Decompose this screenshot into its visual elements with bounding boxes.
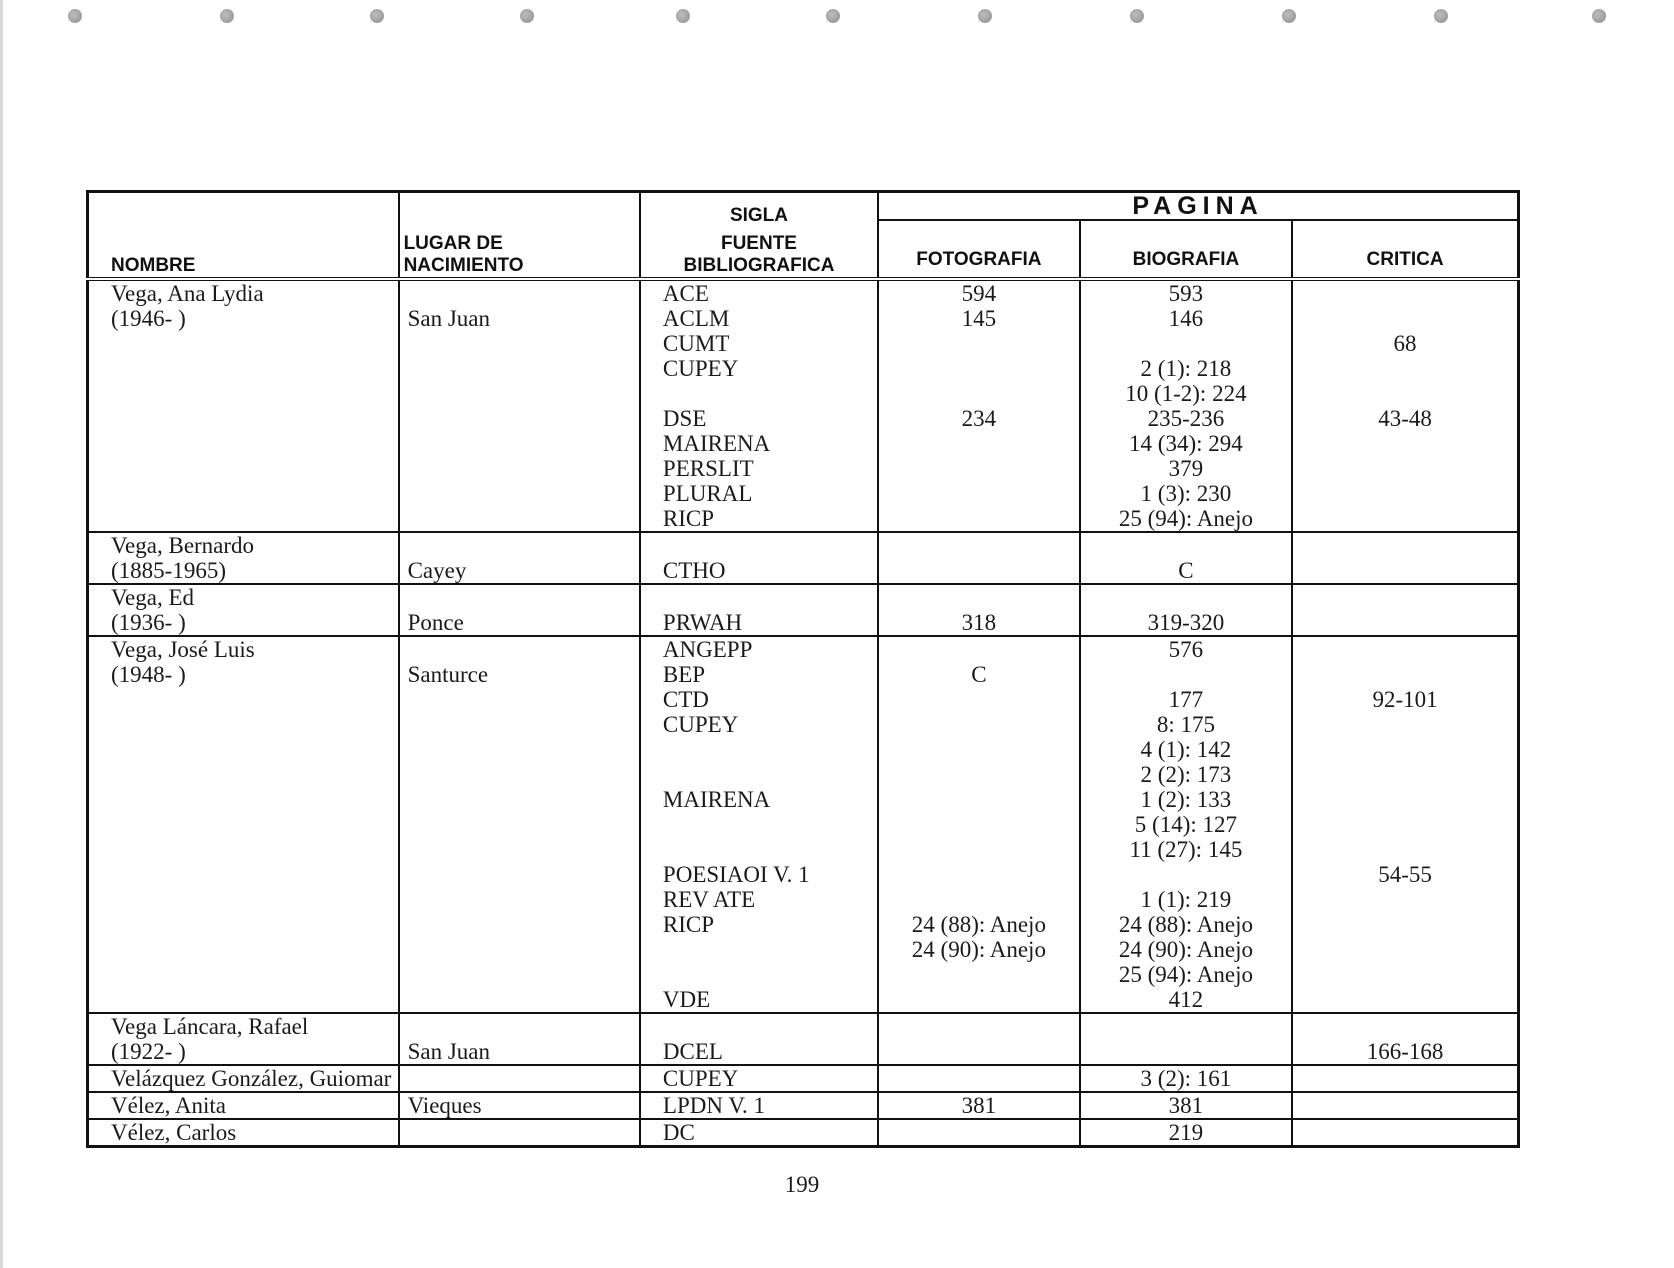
cell-sigla-line: CUMT bbox=[662, 331, 730, 356]
cell-nombre-line bbox=[111, 456, 392, 481]
cell-biografia-line: 4 (1): 142 bbox=[1140, 737, 1232, 762]
cell-biografia-line bbox=[1087, 533, 1285, 558]
cell-lugar bbox=[399, 636, 640, 1013]
cell-fotografia-line bbox=[885, 1039, 1073, 1064]
cell-critica-line bbox=[1299, 481, 1511, 506]
cell-biografia-line: 3 (2): 161 bbox=[1140, 1066, 1232, 1091]
cell-sigla-line: CUPEY bbox=[662, 712, 739, 737]
cell-biografia-line: 24 (88): Anejo bbox=[1118, 912, 1253, 937]
cell-sigla-line: CTHO bbox=[662, 558, 726, 583]
page-edge bbox=[0, 0, 3, 1268]
cell-critica bbox=[1292, 279, 1518, 532]
cell-nombre-line bbox=[111, 381, 392, 406]
cell-sigla-line: VDE bbox=[662, 987, 711, 1012]
cell-nombre-line: Vega, Bernardo bbox=[111, 533, 255, 558]
cell-lugar-line bbox=[408, 281, 633, 306]
cell-fotografia-line bbox=[885, 533, 1073, 558]
header-biografia: BIOGRAFIA bbox=[1080, 220, 1292, 279]
table-row bbox=[88, 1119, 1519, 1147]
cell-critica-line bbox=[1299, 762, 1511, 787]
cell-lugar-line bbox=[408, 1120, 633, 1145]
cell-lugar bbox=[399, 584, 640, 636]
cell-critica-line bbox=[1299, 987, 1511, 1012]
cell-critica-line bbox=[1299, 637, 1511, 662]
cell-sigla-line: CUPEY bbox=[662, 356, 739, 381]
cell-biografia-line: 5 (14): 127 bbox=[1134, 812, 1237, 837]
cell-nombre-line bbox=[111, 687, 392, 712]
cell-sigla-line bbox=[663, 1014, 871, 1039]
cell-nombre-line: Vega, Ed bbox=[111, 585, 195, 610]
cell-biografia-line: 235-236 bbox=[1147, 406, 1225, 431]
cell-sigla-line: POESIAOI V. 1 bbox=[662, 862, 810, 887]
binder-holes bbox=[0, 0, 1674, 40]
cell-sigla-line bbox=[663, 762, 871, 787]
cell-sigla-line: DCEL bbox=[662, 1039, 723, 1064]
cell-fotografia-line bbox=[885, 687, 1073, 712]
cell-nombre-line bbox=[111, 912, 392, 937]
cell-fotografia-line: 318 bbox=[961, 610, 997, 635]
cell-biografia-line bbox=[1087, 585, 1285, 610]
cell-sigla bbox=[640, 1013, 878, 1065]
cell-fotografia-line: C bbox=[971, 662, 987, 687]
cell-nombre-line bbox=[111, 862, 392, 887]
cell-lugar-line: San Juan bbox=[407, 306, 490, 331]
bibliography-table-container bbox=[86, 190, 1520, 1148]
cell-critica-line: 92-101 bbox=[1372, 687, 1438, 712]
header-lugar bbox=[399, 192, 640, 280]
cell-critica-line bbox=[1299, 431, 1511, 456]
cell-fotografia-line bbox=[885, 481, 1073, 506]
table-row bbox=[88, 1013, 1519, 1065]
table-row bbox=[88, 279, 1519, 532]
cell-lugar-line bbox=[408, 962, 633, 987]
cell-critica-line bbox=[1299, 1014, 1511, 1039]
cell-biografia-line: 1 (1): 219 bbox=[1140, 887, 1232, 912]
cell-critica-line bbox=[1299, 787, 1511, 812]
cell-lugar-line bbox=[408, 1066, 633, 1091]
cell-lugar-line bbox=[408, 533, 633, 558]
header-sigla bbox=[640, 192, 878, 280]
cell-biografia-line bbox=[1087, 331, 1285, 356]
cell-nombre bbox=[88, 1065, 399, 1092]
cell-critica bbox=[1292, 532, 1518, 584]
table-row bbox=[88, 1092, 1519, 1119]
cell-sigla-line: DC bbox=[662, 1120, 695, 1145]
cell-lugar-line bbox=[408, 987, 633, 1012]
cell-biografia bbox=[1080, 279, 1292, 532]
binder-hole-icon bbox=[68, 9, 82, 23]
cell-critica-line bbox=[1299, 610, 1511, 635]
cell-nombre-line: Vega Láncara, Rafael bbox=[111, 1014, 309, 1039]
cell-lugar-line bbox=[408, 712, 633, 737]
cell-fotografia-line bbox=[885, 585, 1073, 610]
cell-lugar-line bbox=[408, 585, 633, 610]
cell-nombre-line bbox=[111, 962, 392, 987]
cell-critica-line bbox=[1299, 937, 1511, 962]
cell-critica-line: 166-168 bbox=[1366, 1039, 1444, 1064]
cell-critica-line bbox=[1299, 533, 1511, 558]
cell-critica-line: 68 bbox=[1393, 331, 1417, 356]
cell-critica-line bbox=[1299, 558, 1511, 583]
cell-critica-line bbox=[1299, 887, 1511, 912]
cell-nombre-line bbox=[111, 712, 392, 737]
cell-biografia bbox=[1080, 1119, 1292, 1147]
cell-fotografia-line: 234 bbox=[961, 406, 997, 431]
cell-biografia-line: 8: 175 bbox=[1156, 712, 1215, 737]
cell-fotografia-line bbox=[885, 712, 1073, 737]
cell-fotografia-line bbox=[885, 837, 1073, 862]
cell-critica-line bbox=[1299, 306, 1511, 331]
cell-lugar-line: Cayey bbox=[407, 558, 467, 583]
cell-nombre-line bbox=[111, 887, 392, 912]
cell-fotografia-line: 594 bbox=[961, 281, 997, 306]
cell-lugar-line bbox=[408, 431, 633, 456]
cell-nombre-line bbox=[111, 937, 392, 962]
cell-lugar bbox=[399, 532, 640, 584]
header-pagina: PAGINA bbox=[878, 192, 1518, 221]
cell-nombre-line: (1885-1965) bbox=[111, 558, 226, 583]
cell-biografia bbox=[1080, 532, 1292, 584]
cell-sigla-line: MAIRENA bbox=[662, 431, 771, 456]
binder-hole-icon bbox=[978, 9, 992, 23]
cell-sigla-line: ACLM bbox=[662, 306, 730, 331]
cell-lugar-line bbox=[408, 812, 633, 837]
binder-hole-icon bbox=[370, 9, 384, 23]
cell-biografia-line: 2 (2): 173 bbox=[1140, 762, 1232, 787]
cell-biografia-line: 25 (94): Anejo bbox=[1118, 962, 1253, 987]
cell-sigla-line bbox=[663, 585, 871, 610]
cell-biografia bbox=[1080, 584, 1292, 636]
cell-critica-line: 43-48 bbox=[1378, 406, 1432, 431]
cell-lugar-line bbox=[408, 406, 633, 431]
cell-lugar-line: Ponce bbox=[407, 610, 464, 635]
cell-sigla bbox=[640, 279, 878, 532]
cell-sigla-line bbox=[663, 962, 871, 987]
binder-hole-icon bbox=[1592, 9, 1606, 23]
cell-lugar-line bbox=[408, 456, 633, 481]
cell-biografia-line: 25 (94): Anejo bbox=[1118, 506, 1253, 531]
cell-lugar-line: Vieques bbox=[407, 1093, 482, 1118]
cell-fotografia-line bbox=[885, 812, 1073, 837]
binder-hole-icon bbox=[1130, 9, 1144, 23]
cell-lugar-line bbox=[408, 787, 633, 812]
cell-fotografia-line bbox=[885, 356, 1073, 381]
cell-biografia-line: C bbox=[1178, 558, 1194, 583]
cell-biografia bbox=[1080, 1065, 1292, 1092]
cell-biografia-line: 1 (3): 230 bbox=[1140, 481, 1232, 506]
cell-biografia-line: 319-320 bbox=[1147, 610, 1225, 635]
cell-fotografia-line bbox=[885, 762, 1073, 787]
cell-critica bbox=[1292, 584, 1518, 636]
cell-critica-line bbox=[1299, 912, 1511, 937]
cell-sigla bbox=[640, 1119, 878, 1147]
cell-fotografia-line bbox=[885, 962, 1073, 987]
cell-sigla-line bbox=[663, 812, 871, 837]
cell-lugar bbox=[399, 1065, 640, 1092]
cell-critica-line bbox=[1299, 737, 1511, 762]
cell-lugar-line bbox=[408, 737, 633, 762]
cell-nombre bbox=[88, 636, 399, 1013]
cell-fotografia-line bbox=[885, 637, 1073, 662]
cell-fotografia-line bbox=[885, 987, 1073, 1012]
cell-sigla bbox=[640, 1065, 878, 1092]
cell-lugar-line bbox=[408, 1014, 633, 1039]
cell-fotografia bbox=[878, 1092, 1080, 1119]
cell-biografia-line: 379 bbox=[1168, 456, 1204, 481]
cell-biografia-line: 14 (34): 294 bbox=[1129, 431, 1243, 456]
cell-lugar-line bbox=[408, 912, 633, 937]
cell-biografia-line: 146 bbox=[1168, 306, 1204, 331]
cell-nombre-line bbox=[111, 506, 392, 531]
cell-fotografia-line: 145 bbox=[961, 306, 997, 331]
cell-sigla-line: DSE bbox=[662, 406, 707, 431]
cell-fotografia bbox=[878, 279, 1080, 532]
cell-fotografia-line bbox=[885, 1066, 1073, 1091]
cell-critica-line: 54-55 bbox=[1378, 862, 1432, 887]
cell-nombre-line bbox=[111, 762, 392, 787]
cell-fotografia bbox=[878, 1119, 1080, 1147]
cell-fotografia bbox=[878, 584, 1080, 636]
cell-sigla-line: PRWAH bbox=[662, 610, 743, 635]
cell-lugar-line bbox=[408, 356, 633, 381]
header-sigla-line2: FUENTE bbox=[720, 233, 797, 254]
cell-critica-line bbox=[1299, 712, 1511, 737]
cell-critica-line bbox=[1299, 1066, 1511, 1091]
binder-hole-icon bbox=[676, 9, 690, 23]
cell-sigla-line: REV ATE bbox=[662, 887, 756, 912]
cell-critica-line bbox=[1299, 506, 1511, 531]
cell-nombre-line bbox=[111, 737, 392, 762]
cell-sigla-line bbox=[663, 381, 871, 406]
cell-fotografia-line bbox=[885, 737, 1073, 762]
cell-sigla bbox=[640, 1092, 878, 1119]
cell-lugar bbox=[399, 1092, 640, 1119]
cell-nombre bbox=[88, 279, 399, 532]
cell-fotografia-line bbox=[885, 887, 1073, 912]
cell-critica bbox=[1292, 1013, 1518, 1065]
cell-sigla-line: RICP bbox=[662, 912, 715, 937]
cell-sigla-line: RICP bbox=[662, 506, 715, 531]
cell-critica bbox=[1292, 636, 1518, 1013]
cell-biografia bbox=[1080, 636, 1292, 1013]
cell-biografia-line: 219 bbox=[1168, 1120, 1204, 1145]
cell-critica-line bbox=[1299, 812, 1511, 837]
cell-critica-line bbox=[1299, 381, 1511, 406]
cell-fotografia-line bbox=[885, 381, 1073, 406]
cell-fotografia-line bbox=[885, 456, 1073, 481]
cell-lugar bbox=[399, 1013, 640, 1065]
cell-fotografia bbox=[878, 532, 1080, 584]
cell-nombre-line: Vélez, Anita bbox=[111, 1093, 226, 1118]
header-sigla-line1: SIGLA bbox=[729, 205, 789, 226]
cell-biografia-line: 412 bbox=[1168, 987, 1204, 1012]
cell-critica-line bbox=[1299, 1093, 1511, 1118]
cell-lugar-line: San Juan bbox=[407, 1039, 490, 1064]
cell-fotografia-line bbox=[885, 431, 1073, 456]
table-body bbox=[88, 279, 1519, 1147]
header-sigla-line3: BIBLIOGRAFICA bbox=[683, 255, 835, 276]
cell-fotografia-line: 24 (90): Anejo bbox=[911, 937, 1046, 962]
cell-fotografia-line bbox=[885, 331, 1073, 356]
cell-critica-line bbox=[1299, 456, 1511, 481]
cell-lugar-line bbox=[408, 862, 633, 887]
cell-nombre bbox=[88, 584, 399, 636]
cell-lugar-line bbox=[408, 506, 633, 531]
cell-sigla-line: ANGEPP bbox=[662, 637, 753, 662]
table-header bbox=[88, 192, 1519, 280]
cell-biografia bbox=[1080, 1092, 1292, 1119]
header-nombre bbox=[88, 192, 399, 280]
cell-sigla bbox=[640, 584, 878, 636]
header-lugar-line2: NACIMIENTO bbox=[403, 255, 524, 276]
cell-biografia-line: 381 bbox=[1168, 1093, 1204, 1118]
cell-biografia-line bbox=[1087, 862, 1285, 887]
cell-nombre-line: (1948- ) bbox=[111, 662, 186, 687]
binder-hole-icon bbox=[520, 9, 534, 23]
cell-nombre bbox=[88, 1013, 399, 1065]
cell-fotografia-line bbox=[885, 558, 1073, 583]
cell-lugar-line bbox=[408, 687, 633, 712]
cell-nombre bbox=[88, 1119, 399, 1147]
cell-critica bbox=[1292, 1092, 1518, 1119]
cell-fotografia-line bbox=[885, 1120, 1073, 1145]
cell-lugar-line bbox=[408, 762, 633, 787]
cell-nombre bbox=[88, 1092, 399, 1119]
binder-hole-icon bbox=[1434, 9, 1448, 23]
cell-biografia-line: 593 bbox=[1168, 281, 1204, 306]
table-row bbox=[88, 532, 1519, 584]
cell-nombre-line: Vélez, Carlos bbox=[111, 1120, 237, 1145]
cell-lugar-line bbox=[408, 837, 633, 862]
cell-biografia-line: 576 bbox=[1168, 637, 1204, 662]
cell-biografia-line bbox=[1087, 1039, 1285, 1064]
cell-critica-line bbox=[1299, 1120, 1511, 1145]
cell-nombre-line bbox=[111, 812, 392, 837]
cell-sigla-line: CUPEY bbox=[662, 1066, 739, 1091]
binder-hole-icon bbox=[1282, 9, 1296, 23]
table-row bbox=[88, 584, 1519, 636]
cell-critica bbox=[1292, 1119, 1518, 1147]
cell-nombre-line bbox=[111, 406, 392, 431]
cell-biografia-line: 2 (1): 218 bbox=[1140, 356, 1232, 381]
bibliography-table bbox=[86, 190, 1520, 1148]
table-row bbox=[88, 1065, 1519, 1092]
cell-sigla-line bbox=[663, 737, 871, 762]
cell-critica-line bbox=[1299, 837, 1511, 862]
cell-nombre-line bbox=[111, 837, 392, 862]
cell-biografia-line: 11 (27): 145 bbox=[1129, 837, 1243, 862]
table-row bbox=[88, 636, 1519, 1013]
cell-nombre-line bbox=[111, 431, 392, 456]
cell-nombre-line: Vega, Ana Lydia bbox=[111, 281, 264, 306]
cell-fotografia-line bbox=[885, 1014, 1073, 1039]
header-fotografia: FOTOGRAFIA bbox=[878, 220, 1080, 279]
cell-fotografia-line: 24 (88): Anejo bbox=[911, 912, 1046, 937]
cell-lugar-line bbox=[408, 887, 633, 912]
cell-lugar-line bbox=[408, 381, 633, 406]
cell-critica-line bbox=[1299, 356, 1511, 381]
header-lugar-line1: LUGAR DE bbox=[403, 233, 503, 254]
cell-sigla-line: ACE bbox=[662, 281, 709, 306]
cell-fotografia-line bbox=[885, 787, 1073, 812]
cell-biografia-line: 177 bbox=[1168, 687, 1204, 712]
cell-fotografia-line bbox=[885, 506, 1073, 531]
cell-sigla-line bbox=[663, 837, 871, 862]
header-nombre-label: NOMBRE bbox=[111, 255, 196, 276]
cell-nombre-line bbox=[111, 481, 392, 506]
cell-lugar-line bbox=[408, 331, 633, 356]
cell-nombre-line: (1922- ) bbox=[111, 1039, 186, 1064]
cell-critica-line bbox=[1299, 962, 1511, 987]
cell-biografia-line: 1 (2): 133 bbox=[1140, 787, 1232, 812]
cell-critica-line bbox=[1299, 585, 1511, 610]
cell-biografia-line bbox=[1087, 1014, 1285, 1039]
cell-nombre-line bbox=[111, 787, 392, 812]
cell-lugar-line bbox=[408, 637, 633, 662]
cell-lugar bbox=[399, 279, 640, 532]
cell-fotografia bbox=[878, 1065, 1080, 1092]
cell-sigla bbox=[640, 636, 878, 1013]
cell-biografia-line bbox=[1087, 662, 1285, 687]
cell-sigla-line bbox=[663, 937, 871, 962]
cell-critica bbox=[1292, 1065, 1518, 1092]
cell-critica-line bbox=[1299, 281, 1511, 306]
cell-fotografia-line: 381 bbox=[961, 1093, 997, 1118]
cell-lugar-line bbox=[408, 481, 633, 506]
cell-nombre bbox=[88, 532, 399, 584]
cell-biografia-line: 24 (90): Anejo bbox=[1118, 937, 1253, 962]
binder-hole-icon bbox=[826, 9, 840, 23]
cell-lugar-line bbox=[408, 937, 633, 962]
page-number: 199 bbox=[784, 1172, 820, 1197]
cell-biografia-line: 10 (1-2): 224 bbox=[1125, 381, 1247, 406]
cell-lugar-line: Santurce bbox=[407, 662, 489, 687]
cell-nombre-line bbox=[111, 356, 392, 381]
cell-nombre-line: Vega, José Luis bbox=[111, 637, 255, 662]
cell-sigla-line: CTD bbox=[662, 687, 709, 712]
cell-sigla-line: PLURAL bbox=[662, 481, 753, 506]
cell-nombre-line: (1936- ) bbox=[111, 610, 186, 635]
cell-sigla-line: MAIRENA bbox=[662, 787, 771, 812]
cell-nombre-line: (1946- ) bbox=[111, 306, 186, 331]
cell-fotografia bbox=[878, 636, 1080, 1013]
cell-critica-line bbox=[1299, 662, 1511, 687]
cell-fotografia bbox=[878, 1013, 1080, 1065]
cell-sigla-line: LPDN V. 1 bbox=[662, 1093, 765, 1118]
binder-hole-icon bbox=[220, 9, 234, 23]
cell-lugar bbox=[399, 1119, 640, 1147]
cell-nombre-line bbox=[111, 331, 392, 356]
cell-nombre-line bbox=[111, 987, 392, 1012]
header-critica: CRITICA bbox=[1292, 220, 1518, 279]
cell-sigla-line bbox=[663, 533, 871, 558]
cell-sigla-line: BEP bbox=[662, 662, 706, 687]
cell-fotografia-line bbox=[885, 862, 1073, 887]
cell-nombre-line: Velázquez González, Guiomar bbox=[111, 1066, 392, 1091]
cell-biografia bbox=[1080, 1013, 1292, 1065]
cell-sigla bbox=[640, 532, 878, 584]
cell-sigla-line: PERSLIT bbox=[662, 456, 754, 481]
